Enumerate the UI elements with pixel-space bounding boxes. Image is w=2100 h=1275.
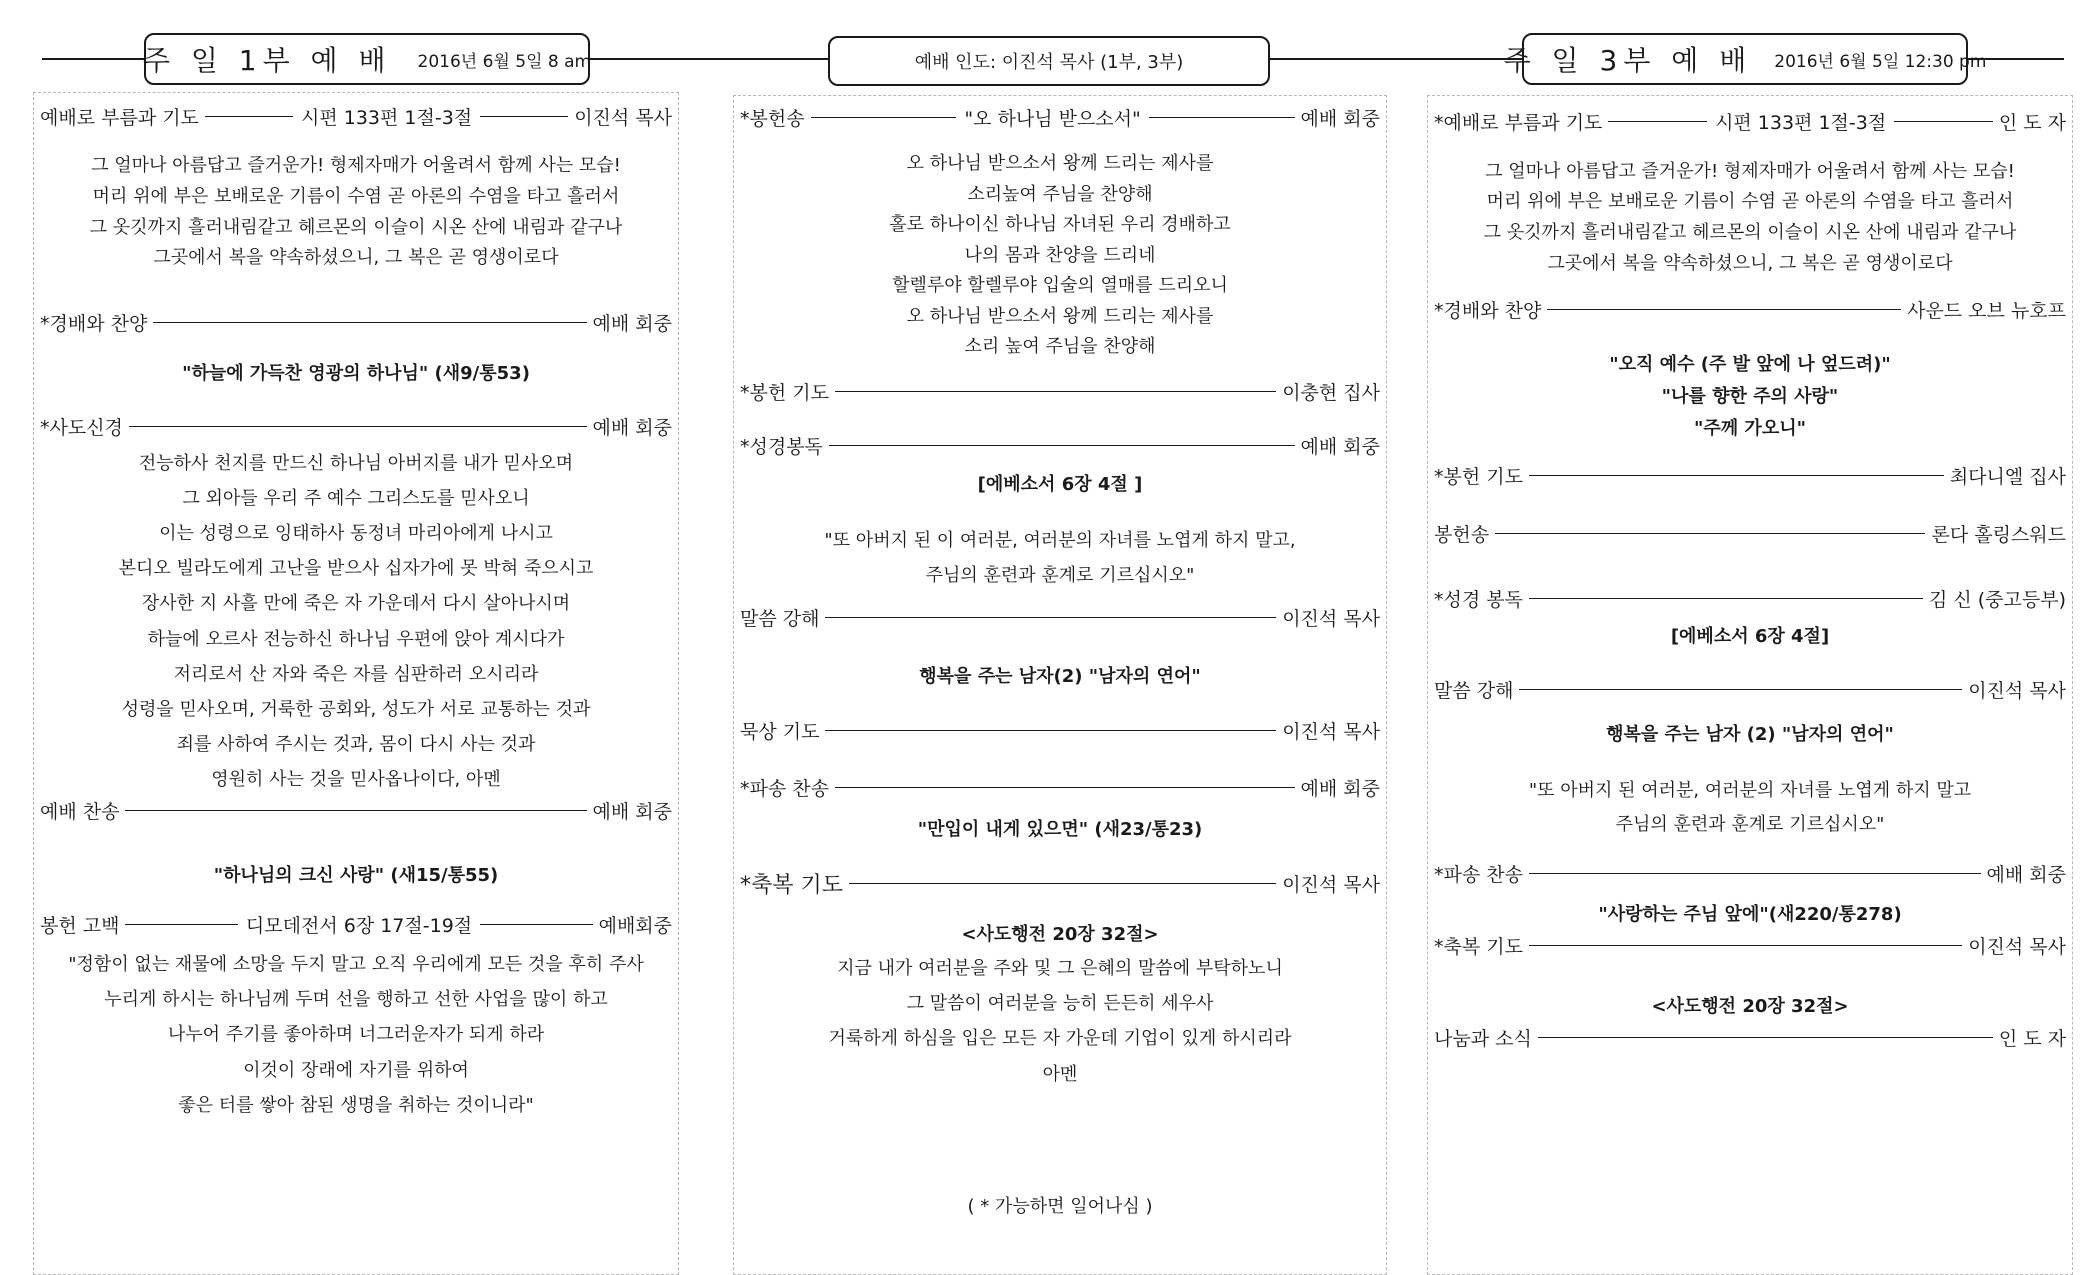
sending-hymn-row bbox=[1434, 860, 2066, 887]
leader-line bbox=[125, 924, 237, 925]
header-service-1 bbox=[144, 33, 590, 85]
creed-row bbox=[40, 413, 672, 440]
column-center bbox=[733, 95, 1387, 1275]
item-scripture: 시편 133편 1절-3절 bbox=[300, 107, 473, 129]
verse-line: "또 아버지 된 여러분, 여러분의 자녀를 노엽게 하지 말고 bbox=[1528, 780, 1972, 801]
leader-line bbox=[835, 391, 1276, 392]
creed-line: 영원히 사는 것을 믿사옵나이다, 아멘 bbox=[211, 769, 501, 790]
psalm-line: 그 얼마나 아름답고 즐거운가! 형제자매가 어울려서 함께 사는 모습! bbox=[91, 155, 621, 176]
item-person: 예배회중 bbox=[598, 915, 673, 937]
header-leader-box bbox=[828, 36, 1270, 86]
leader-line bbox=[1529, 598, 1923, 599]
leader-line bbox=[480, 924, 592, 925]
item-person: 예배 회중 bbox=[1300, 108, 1381, 130]
lyric-line: 소리높여 주님을 찬양해 bbox=[967, 184, 1153, 205]
leader-line bbox=[153, 322, 586, 323]
leader-line bbox=[835, 787, 1295, 788]
leader-line bbox=[480, 116, 568, 117]
offering-line: 누리게 하시는 하나님께 두며 선을 행하고 선한 사업을 많이 하고 bbox=[104, 989, 608, 1010]
scripture-reference: [에베소서 6장 4절 ] bbox=[977, 474, 1143, 495]
verse-line: "또 아버지 된 이 여러분, 여러분의 자녀를 노엽게 하지 말고, bbox=[824, 530, 1296, 551]
item-person: 이진석 목사 bbox=[574, 107, 673, 129]
leader-text: 예배 인도: 이진석 목사 (1부, 3부) bbox=[914, 52, 1184, 73]
leader-line bbox=[1538, 1037, 1993, 1038]
offering-prayer-row bbox=[1434, 462, 2066, 489]
item-person: 예배 회중 bbox=[592, 801, 672, 823]
item-person: 이진석 목사 bbox=[1968, 936, 2066, 958]
offering-prayer-row bbox=[740, 378, 1380, 405]
lyric-line: 소리 높여 주님을 찬양해 bbox=[964, 336, 1156, 357]
offering-line: 이것이 장래에 자기를 위하여 bbox=[243, 1060, 469, 1081]
worship-row bbox=[1434, 296, 2066, 323]
creed-line: 죄를 사하여 주시는 것과, 몸이 다시 사는 것과 bbox=[176, 734, 536, 755]
lyric-line: 할렐루야 할렐루야 입술의 열매를 드리오니 bbox=[892, 275, 1228, 296]
standing-footnote: ( * 가능하면 일어나심 ) bbox=[967, 1196, 1153, 1217]
item-label: *봉헌 기도 bbox=[1434, 466, 1523, 488]
item-person: 이충현 집사 bbox=[1282, 382, 1380, 404]
leader-line bbox=[1529, 475, 1944, 476]
leader-line bbox=[125, 810, 586, 811]
offering-song-row bbox=[1434, 520, 2066, 547]
leader-line bbox=[1149, 117, 1295, 118]
lyric-line: 홀로 하나이신 하나님 자녀된 우리 경배하고 bbox=[889, 214, 1231, 235]
leader-line bbox=[1495, 533, 1925, 534]
lyric-line: 나의 몸과 찬양을 드리네 bbox=[964, 245, 1156, 266]
item-label: 말씀 강해 bbox=[740, 608, 820, 630]
item-person: 예배 회중 bbox=[1300, 436, 1380, 458]
sermon-title: 행복을 주는 남자 (2) "남자의 연어" bbox=[1606, 724, 1894, 745]
service-3-date: 2016년 6월 5일 12:30 pm bbox=[1774, 51, 1987, 72]
leader-line bbox=[1529, 945, 1962, 946]
worship-song: "주께 가오니" bbox=[1694, 418, 1806, 439]
item-person: 예배 회중 bbox=[592, 313, 672, 335]
psalm-line: 머리 위에 부은 보배로운 기름이 수염 곧 아론의 수염을 타고 흘러서 bbox=[1486, 191, 2014, 212]
psalm-line: 그 옷깃까지 흘러내림같고 헤르몬의 이슬이 시온 산에 내림과 같구나 bbox=[1483, 222, 2017, 243]
psalm-line: 머리 위에 부은 보배로운 기름이 수염 곧 아론의 수염을 타고 흘러서 bbox=[92, 186, 620, 207]
item-person: 인 도 자 bbox=[1998, 1028, 2066, 1050]
item-person: 이진석 목사 bbox=[1282, 608, 1380, 630]
item-label: *사도신경 bbox=[40, 417, 123, 439]
column-service-3 bbox=[1427, 95, 2073, 1275]
offering-line: 좋은 터를 쌓아 참된 생명을 취하는 것이니라" bbox=[178, 1095, 534, 1116]
item-label: *예배로 부름과 기도 bbox=[1434, 112, 1603, 134]
item-label: 묵상 기도 bbox=[740, 721, 820, 743]
blessing-row bbox=[740, 868, 1380, 899]
acts-reference: <사도행전 20장 32절> bbox=[1651, 996, 1849, 1017]
leader-line bbox=[1608, 121, 1707, 122]
call-to-worship-row bbox=[40, 103, 672, 130]
sermon-row bbox=[740, 604, 1380, 631]
psalm-line: 그 옷깃까지 흘러내림같고 헤르몬의 이슬이 시온 산에 내림과 같구나 bbox=[89, 217, 623, 238]
verse-line: 주님의 훈련과 훈계로 기르십시오" bbox=[925, 565, 1195, 586]
lyric-line: 오 하나님 받으소서 왕께 드리는 제사를 bbox=[906, 153, 1214, 174]
sermon-title: 행복을 주는 남자(2) "남자의 연어" bbox=[919, 666, 1201, 687]
item-person: 이진석 목사 bbox=[1282, 874, 1380, 896]
item-person: 사운드 오브 뉴호프 bbox=[1907, 300, 2066, 322]
creed-line: 이는 성령으로 잉태하사 동정녀 마리아에게 나시고 bbox=[159, 523, 553, 544]
item-person: 예배 회중 bbox=[592, 417, 672, 439]
scripture-reference: [에베소서 6장 4절] bbox=[1670, 626, 1830, 647]
creed-line: 저리로서 산 자와 죽은 자를 심판하러 오시리라 bbox=[173, 664, 539, 685]
worship-song: "오직 예수 (주 발 앞에 나 엎드려)" bbox=[1609, 354, 1891, 375]
creed-line: 성령을 믿사오며, 거룩한 공회와, 성도가 서로 교통하는 것과 bbox=[121, 699, 591, 720]
hymn-row bbox=[40, 797, 672, 824]
worship-song: "하늘에 가득찬 영광의 하나님" (새9/통53) bbox=[182, 363, 530, 384]
verse-line: 주님의 훈련과 훈계로 기르십시오" bbox=[1615, 814, 1885, 835]
creed-line: 하늘에 오르사 전능하신 하나님 우편에 앉아 계시다가 bbox=[147, 629, 565, 650]
item-label: *경배와 찬양 bbox=[40, 313, 148, 335]
item-label: 예배로 부름과 기도 bbox=[40, 107, 199, 129]
acts-line: 거룩하게 하심을 입은 모든 자 가운데 기업이 있게 하시리라 bbox=[828, 1028, 1292, 1049]
leader-line bbox=[825, 730, 1276, 731]
scripture-reading-row bbox=[1434, 585, 2066, 612]
item-label: *파송 찬송 bbox=[740, 778, 829, 800]
leader-line bbox=[829, 445, 1295, 446]
psalm-line: 그 얼마나 아름답고 즐거운가! 형제자매가 어울려서 함께 사는 모습! bbox=[1485, 161, 2015, 182]
item-label: *봉헌송 bbox=[740, 108, 805, 130]
column-service-1 bbox=[33, 92, 679, 1275]
item-person: 김 신 (중고등부) bbox=[1928, 589, 2066, 611]
offering-line: 나누어 주기를 좋아하며 너그러운자가 되게 하라 bbox=[167, 1024, 545, 1045]
acts-reference: <사도행전 20장 32절> bbox=[961, 924, 1159, 945]
sending-song: "사랑하는 주님 앞에"(새220/통278) bbox=[1598, 904, 1902, 925]
acts-line: 아멘 bbox=[1042, 1064, 1078, 1085]
creed-line: 전능하사 천지를 만드신 하나님 아버지를 내가 믿사오며 bbox=[138, 453, 574, 474]
offering-confession-row bbox=[40, 911, 672, 938]
leader-line bbox=[1894, 121, 1993, 122]
item-label: *성경 봉독 bbox=[1434, 589, 1523, 611]
item-label: *봉헌 기도 bbox=[740, 382, 829, 404]
blessing-row bbox=[1434, 932, 2066, 959]
item-label: 말씀 강해 bbox=[1434, 680, 1514, 702]
lyric-line: 오 하나님 받으소서 왕께 드리는 제사를 bbox=[906, 306, 1214, 327]
item-person: 예배 회중 bbox=[1986, 864, 2066, 886]
item-person: 이진석 목사 bbox=[1968, 680, 2066, 702]
item-label: *성경봉독 bbox=[740, 436, 823, 458]
header-rule-mid-right bbox=[1268, 58, 1524, 60]
leader-line bbox=[811, 117, 957, 118]
service-3-title: 주 일 3부 예 배 bbox=[1503, 44, 1753, 77]
item-song: "오 하나님 받으소서" bbox=[964, 108, 1141, 130]
sermon-row bbox=[1434, 676, 2066, 703]
leader-line bbox=[849, 883, 1276, 884]
news-row bbox=[1434, 1024, 2066, 1051]
worship-song: "나를 향한 주의 사랑" bbox=[1661, 386, 1839, 407]
leader-line bbox=[205, 116, 293, 117]
item-label: *축복 기도 bbox=[1434, 936, 1523, 958]
item-person: 이진석 목사 bbox=[1282, 721, 1380, 743]
silent-prayer-row bbox=[740, 717, 1380, 744]
item-label: 나눔과 소식 bbox=[1434, 1028, 1532, 1050]
offering-line: "정함이 없는 재물에 소망을 두지 말고 오직 우리에게 모든 것을 후히 주사 bbox=[68, 954, 644, 975]
item-label: 봉헌송 bbox=[1434, 524, 1490, 546]
item-scripture: 시편 133편 1절-3절 bbox=[1715, 112, 1887, 134]
acts-line: 지금 내가 여러분을 주와 및 그 은혜의 말씀에 부탁하노니 bbox=[837, 958, 1283, 979]
leader-line bbox=[1519, 689, 1962, 690]
leader-line bbox=[129, 426, 587, 427]
leader-line bbox=[1547, 309, 1901, 310]
creed-line: 장사한 지 사흘 만에 죽은 자 가운데서 다시 살아나시며 bbox=[141, 593, 571, 614]
leader-line bbox=[1529, 873, 1981, 874]
item-person: 인 도 자 bbox=[1998, 112, 2067, 134]
worship-row bbox=[40, 309, 672, 336]
sending-song: "만입이 내게 있으면" (새23/통23) bbox=[917, 819, 1203, 840]
item-person: 예배 회중 bbox=[1300, 778, 1380, 800]
psalm-line: 그곳에서 복을 약속하셨으니, 그 복은 곧 영생이로다 bbox=[153, 247, 559, 268]
service-1-date: 2016년 6월 5일 8 am bbox=[417, 51, 592, 72]
item-person: 최다니엘 집사 bbox=[1949, 466, 2066, 488]
offering-song-row bbox=[740, 104, 1380, 131]
item-label: *경배와 찬양 bbox=[1434, 300, 1542, 322]
item-label: *파송 찬송 bbox=[1434, 864, 1523, 886]
sending-hymn-row bbox=[740, 774, 1380, 801]
creed-line: 본디오 빌라도에게 고난을 받으사 십자가에 못 박혀 죽으시고 bbox=[118, 558, 594, 579]
call-to-worship-row bbox=[1434, 108, 2066, 135]
service-1-title: 주 일 1부 예 배 bbox=[142, 44, 392, 77]
item-scripture: 디모데전서 6장 17절-19절 bbox=[245, 915, 473, 937]
leader-line bbox=[825, 617, 1276, 618]
psalm-line: 그곳에서 복을 약속하셨으니, 그 복은 곧 영생이로다 bbox=[1547, 253, 1953, 274]
header-rule-mid-left bbox=[588, 58, 830, 60]
item-label: 예배 찬송 bbox=[40, 801, 120, 823]
item-label: 봉헌 고백 bbox=[40, 915, 120, 937]
header-service-3 bbox=[1503, 33, 1987, 85]
scripture-reading-row bbox=[740, 432, 1380, 459]
acts-line: 그 말씀이 여러분을 능히 든든히 세우사 bbox=[906, 993, 1214, 1014]
header-rule-left bbox=[42, 58, 146, 60]
item-person: 론다 홀링스워드 bbox=[1931, 524, 2066, 546]
creed-line: 그 외아들 우리 주 예수 그리스도를 믿사오니 bbox=[182, 488, 530, 509]
item-label: *축복 기도 bbox=[740, 873, 844, 898]
hymn-song: "하나님의 크신 사랑" (새15/통55) bbox=[213, 865, 499, 886]
